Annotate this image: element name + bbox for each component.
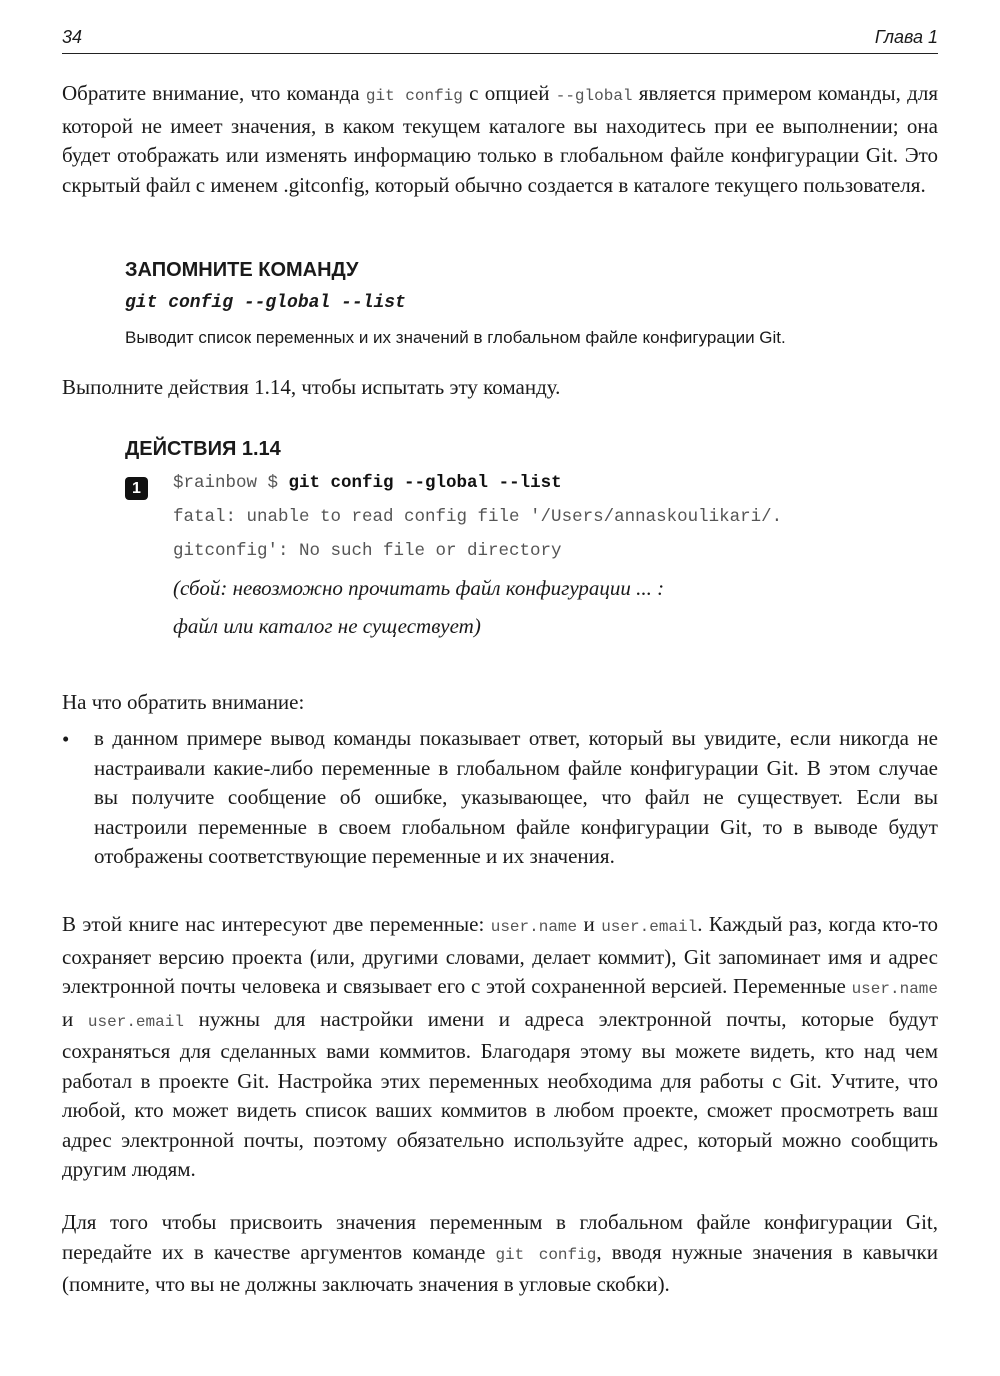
inline-code: user.name (490, 918, 578, 936)
terminal-command-line (173, 473, 562, 493)
terminal-output-line: gitconfig': No such file or directory (173, 541, 562, 561)
inline-code: user.email (87, 1012, 184, 1031)
remember-title: ЗАПОМНИТЕ КОМАНДУ (125, 259, 359, 281)
paragraph-intro: Обратите внимание, что команда git config с опцией --global является примером команды, для которой не имеет значения, в каком текущем каталоге вы находитесь при ее выполнении; она будет отображать или изменять информацию только в глобальном файле конфигурации Git. Это скрытый файл с именем .gitconfig, который обычно создается в каталоге текущего пользователя. (62, 81, 938, 197)
inline-code: user.email (601, 918, 698, 936)
notes-heading: На что обратить внимание: (62, 690, 305, 714)
remember-description: Выводит список переменных и их значений в глобальном файле конфигурации Git. (125, 328, 786, 347)
output-translation: (сбой: невозможно прочитать файл конфигурации ... : (173, 576, 665, 600)
inline-code: --global (555, 87, 633, 105)
terminal-output-line: fatal: unable to read config file '/Users/annaskoulikari/. (173, 507, 783, 527)
inline-code: git config (495, 1245, 597, 1264)
bullet-text: в данном примере вывод команды показывает ответ, который вы увидите, если никогда не настраивали какие-либо переменные в глобальном файле конфигурации Git. В этом случае вы получите сообщение об ошибке, указывающее, что файл не существует. Если вы настроили переменные в своем глобальном файле конфигурации Git, то в выводе будут отображены соответствующие переменные и их значения. (94, 726, 938, 868)
actions-title: ДЕЙСТВИЯ 1.14 (125, 438, 281, 460)
output-translation: файл или каталог не существует) (173, 614, 481, 638)
inline-code: git config (365, 87, 463, 105)
page-number: 34 (62, 27, 83, 47)
remember-command: git config --global --list (125, 293, 406, 313)
inline-code: user.name (851, 980, 938, 998)
step-number-badge: 1 (125, 477, 148, 500)
paragraph-assign: Для того чтобы присвоить значения переменным в глобальном файле конфигурации Git, передайте их в качестве аргументов команде git config, вводя нужные значения в кавычки (помните, что вы не должны заключать значения в угловые скобки). (62, 1210, 938, 1296)
chapter-title: Глава 1 (874, 27, 938, 47)
paragraph-variables: В этой книге нас интересуют две переменные: user.name и user.email. Каждый раз, когда кто-то сохраняет версию проекта (или, другими словами, делает коммит), Git запоминает имя и адрес электронной почты человека и связывает его с этой сохраненной версией. Переменные user.name и user.email нужны для настройки имени и адреса электронной почты, которые будут сохраняться для сделанных вами коммитов. Благодаря этому вы можете видеть, кто над чем работал в проекте Git. Настройка этих переменных необходима для работы с Git. Учтите, что любой, кто может видеть список ваших коммитов в любом проекте, сможет просмотреть ваш адрес электронной почты, поэтому обязательно используйте адрес, который можно сообщить другим людям. (62, 912, 939, 1181)
shell-prompt: $rainbow $ (173, 473, 289, 493)
bullet-marker: • (62, 727, 70, 751)
page-header (62, 27, 938, 54)
paragraph-try: Выполните действия 1.14, чтобы испытать эту команду. (62, 375, 561, 399)
terminal-command: git config --global --list (288, 473, 562, 493)
